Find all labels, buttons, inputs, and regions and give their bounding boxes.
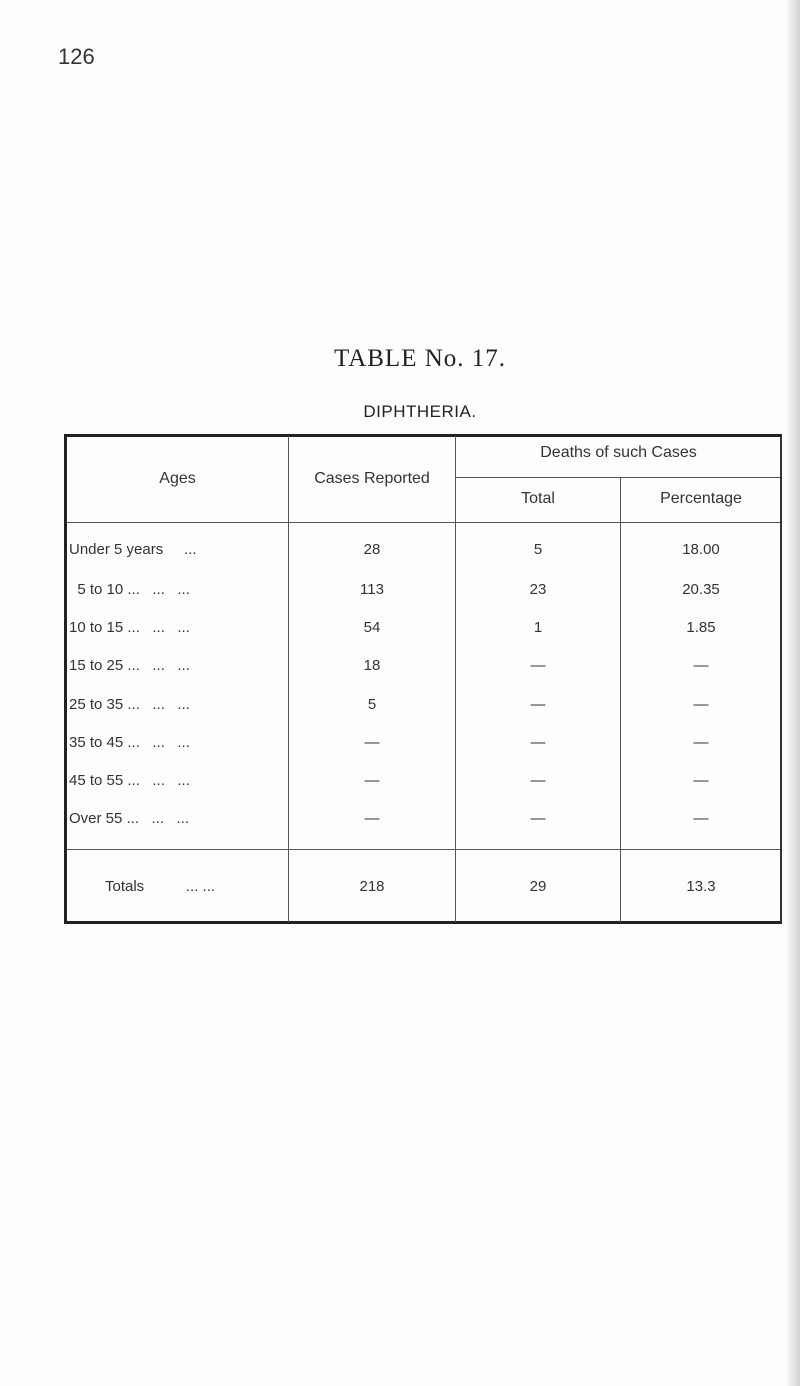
deaths-total-cell: —	[530, 772, 546, 789]
age-cell: 45 to 55 ... ... ...	[69, 772, 190, 789]
age-cell: 10 to 15 ... ... ...	[69, 619, 190, 636]
percentage-cell: 1.85	[686, 619, 716, 636]
percentage-cell: 20.35	[682, 581, 720, 598]
deaths-total-cell: —	[530, 696, 546, 713]
page-edge-shadow	[786, 0, 800, 1386]
percentage-cell: 18.00	[682, 541, 720, 558]
cases-cell: 18	[363, 657, 381, 674]
cases-cell: —	[364, 772, 380, 789]
totals-label: Totals ... ...	[105, 878, 216, 895]
cases-cell: 28	[363, 541, 381, 558]
table-title: TABLE No. 17.	[333, 345, 507, 372]
age-cell: 35 to 45 ... ... ...	[69, 734, 190, 751]
cases-cell: 54	[363, 619, 381, 636]
totals-percentage-cell: 13.3	[686, 878, 716, 895]
deaths-total-cell: 5	[533, 541, 543, 558]
totals-rule	[66, 849, 780, 850]
age-cell: 5 to 10 ... ... ...	[69, 581, 190, 598]
age-cell: 15 to 25 ... ... ...	[69, 657, 190, 674]
totals-deaths-cell: 29	[529, 878, 547, 895]
page-number: 126	[58, 44, 95, 69]
deaths-total-cell: —	[530, 734, 546, 751]
header-bottom-rule	[66, 522, 780, 523]
percentage-cell: —	[693, 696, 709, 713]
header-divider	[455, 477, 780, 478]
table-subtitle: DIPHTHERIA.	[363, 402, 477, 421]
percentage-cell: —	[693, 734, 709, 751]
age-cell: Over 55 ... ... ...	[69, 810, 190, 827]
header-ages: Ages	[159, 470, 196, 487]
totals-cases-cell: 218	[359, 878, 385, 895]
age-cell: Under 5 years ...	[69, 541, 197, 558]
percentage-cell: —	[693, 772, 709, 789]
age-cell: 25 to 35 ... ... ...	[69, 696, 190, 713]
percentage-cell: —	[693, 657, 709, 674]
cases-cell: 5	[367, 696, 377, 713]
deaths-total-cell: —	[530, 657, 546, 674]
header-total: Total	[521, 490, 555, 507]
cases-cell: —	[364, 810, 380, 827]
percentage-cell: —	[693, 810, 709, 827]
deaths-total-cell: —	[530, 810, 546, 827]
header-percentage: Percentage	[660, 490, 742, 507]
deaths-total-cell: 1	[533, 619, 543, 636]
cases-cell: —	[364, 734, 380, 751]
cases-cell: 113	[360, 581, 384, 598]
deaths-total-cell: 23	[529, 581, 547, 598]
header-cases-reported: Cases Reported	[314, 470, 430, 487]
header-deaths-group: Deaths of such Cases	[540, 444, 697, 461]
